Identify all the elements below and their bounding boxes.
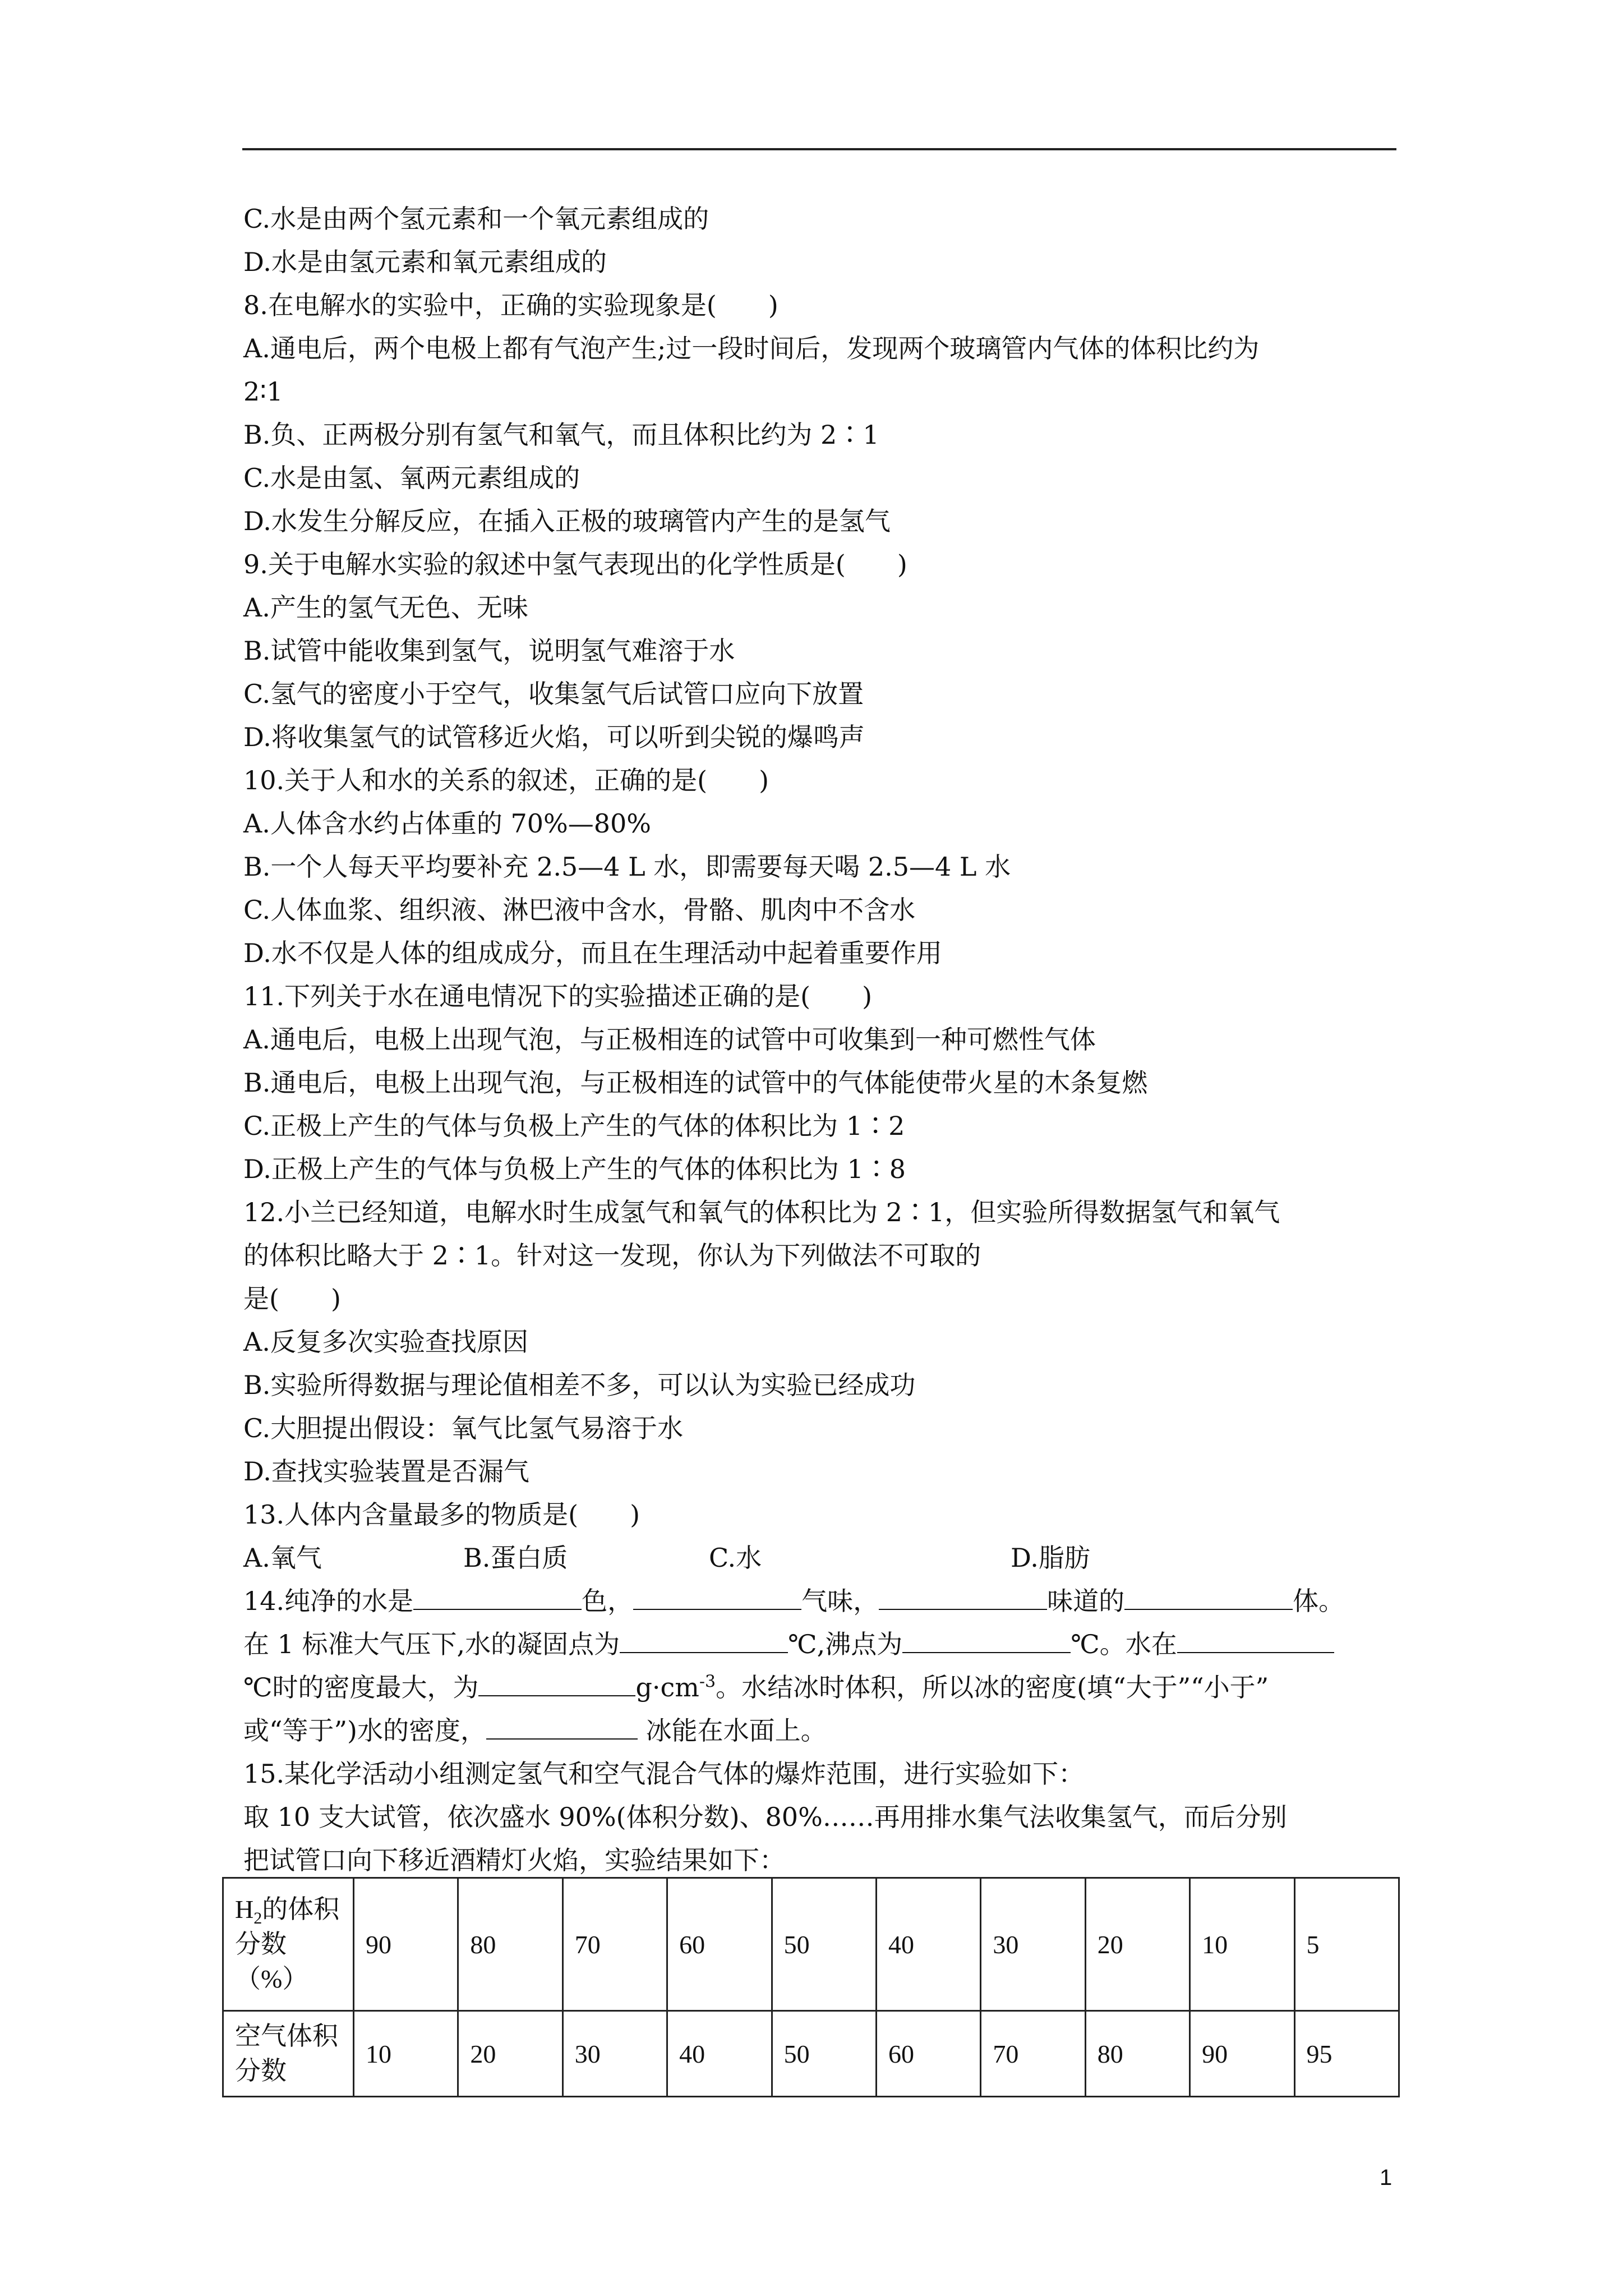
q14-text-4a: 或“等于”)水的密度， bbox=[243, 1715, 486, 1746]
q9-option-a: A.产生的氢气无色、无味 bbox=[243, 592, 528, 623]
table-cell: 20 bbox=[1085, 1878, 1189, 2011]
header-rule bbox=[242, 148, 1396, 150]
q14-text-2a: 在 1 标准大气压下,水的凝固点为 bbox=[243, 1629, 620, 1659]
q9-stem: 9.关于电解水实验的叙述中氢气表现出的化学性质是( ) bbox=[243, 549, 907, 579]
table-cell: 70 bbox=[562, 1878, 667, 2011]
q12-option-a: A.反复多次实验查找原因 bbox=[243, 1327, 528, 1357]
table-cell: 95 bbox=[1294, 2011, 1399, 2097]
table-cell: 10 bbox=[354, 2011, 458, 2097]
q8-option-a-line2: 2∶1 bbox=[243, 376, 283, 407]
page-number: 1 bbox=[1380, 2165, 1393, 2190]
q14-text-3b: g·cm bbox=[635, 1672, 699, 1703]
q9-option-c: C.氢气的密度小于空气，收集氢气后试管口应向下放置 bbox=[243, 679, 864, 709]
q14-blank-max-density-temp bbox=[1177, 1623, 1334, 1653]
table-cell: 40 bbox=[876, 1878, 980, 2011]
table-cell: 60 bbox=[667, 1878, 772, 2011]
table-row-hydrogen bbox=[223, 1878, 1399, 2011]
h2-subscript: 2 bbox=[253, 1909, 262, 1928]
q14-blank-comparison bbox=[486, 1709, 638, 1740]
q11-option-b: B.通电后，电极上出现气泡，与正极相连的试管中的气体能使带火星的木条复燃 bbox=[243, 1068, 1148, 1098]
q10-option-d: D.水不仅是人体的组成成分，而且在生理活动中起着重要作用 bbox=[243, 938, 942, 968]
q12-option-d: D.查找实验装置是否漏气 bbox=[243, 1456, 529, 1487]
q14-line3 bbox=[243, 1666, 1399, 1709]
table-header-air: 空气体积分数 bbox=[223, 2011, 354, 2097]
q9-option-b: B.试管中能收集到氢气，说明氢气难溶于水 bbox=[243, 636, 735, 666]
table-cell: 5 bbox=[1294, 1878, 1399, 2011]
q9-option-d: D.将收集氢气的试管移近火焰，可以听到尖锐的爆鸣声 bbox=[243, 722, 865, 752]
q8-stem: 8.在电解水的实验中，正确的实验现象是( ) bbox=[243, 290, 778, 320]
q14-text-3c: 。水结冰时体积，所以冰的密度(填“大于”“小于” bbox=[716, 1672, 1269, 1703]
q14-text-1d: 味道的 bbox=[1047, 1586, 1125, 1616]
q14-blank-color bbox=[413, 1580, 582, 1610]
q12-stem-line2: 的体积比略大于 2∶1。针对这一发现，你认为下列做法不可取的 bbox=[243, 1240, 981, 1271]
h2-header-text: 的体积分数（%） bbox=[235, 1895, 340, 1993]
table-cell: 40 bbox=[667, 2011, 772, 2097]
table-cell: 30 bbox=[562, 2011, 667, 2097]
q14-line2 bbox=[243, 1623, 1399, 1666]
q14-line1 bbox=[243, 1580, 1399, 1623]
document-body bbox=[243, 197, 1399, 1882]
q14-text-1b: 色， bbox=[582, 1586, 634, 1616]
q11-option-d: D.正极上产生的气体与负极上产生的气体的体积比为 1∶8 bbox=[243, 1154, 906, 1184]
table-cell: 90 bbox=[354, 1878, 458, 2011]
table-header-hydrogen bbox=[223, 1878, 354, 2011]
q11-option-c: C.正极上产生的气体与负极上产生的气体的体积比为 1∶2 bbox=[243, 1111, 905, 1141]
q12-stem-line3: 是( ) bbox=[243, 1283, 341, 1314]
q10-option-a: A.人体含水约占体重的 70%—80% bbox=[243, 808, 651, 839]
q13-stem: 13.人体内含量最多的物质是( ) bbox=[243, 1499, 640, 1530]
table-cell: 90 bbox=[1190, 2011, 1294, 2097]
hydrogen-air-table bbox=[222, 1877, 1400, 2097]
q8-option-a-line1: A.通电后，两个电极上都有气泡产生;过一段时间后，发现两个玻璃管内气体的体积比约为 bbox=[243, 333, 1260, 364]
q14-blank-boiling-point bbox=[902, 1623, 1071, 1653]
q13-option-d: D.脂肪 bbox=[1011, 1543, 1090, 1573]
q8-option-d: D.水发生分解反应，在插入正极的玻璃管内产生的是氢气 bbox=[243, 506, 891, 536]
q13-option-a: A.氧气 bbox=[243, 1543, 322, 1573]
q10-option-b: B.一个人每天平均要补充 2.5—4 L 水，即需要每天喝 2.5—4 L 水 bbox=[243, 852, 1011, 882]
table-cell: 30 bbox=[981, 1878, 1085, 2011]
q7-option-d: D.水是由氢元素和氧元素组成的 bbox=[243, 247, 607, 277]
q15-stem-line2: 取 10 支大试管，依次盛水 90%(体积分数)、80%……再用排水集气法收集氢气，而后分别 bbox=[243, 1802, 1287, 1832]
table-cell: 70 bbox=[981, 2011, 1085, 2097]
q11-option-a: A.通电后，电极上出现气泡，与正极相连的试管中可收集到一种可燃性气体 bbox=[243, 1024, 1096, 1055]
q14-text-1c: 气味， bbox=[801, 1586, 879, 1616]
q12-option-b: B.实验所得数据与理论值相差不多，可以认为实验已经成功 bbox=[243, 1370, 916, 1400]
q14-blank-smell bbox=[633, 1580, 801, 1610]
table-cell: 10 bbox=[1190, 1878, 1294, 2011]
q13-options bbox=[243, 1536, 1399, 1580]
q14-blank-density bbox=[478, 1666, 635, 1696]
table-cell: 80 bbox=[458, 1878, 562, 2011]
q14-text-1e: 体。 bbox=[1293, 1586, 1345, 1616]
h2-symbol: H bbox=[235, 1895, 254, 1924]
table-cell: 60 bbox=[876, 2011, 980, 2097]
q8-option-b: B.负、正两极分别有氢气和氧气，而且体积比约为 2∶1 bbox=[243, 420, 879, 450]
table-cell: 80 bbox=[1085, 2011, 1189, 2097]
q14-line4 bbox=[243, 1709, 1399, 1752]
q8-option-c: C.水是由氢、氧两元素组成的 bbox=[243, 463, 580, 493]
q10-option-c: C.人体血浆、组织液、淋巴液中含水，骨骼、肌肉中不含水 bbox=[243, 895, 916, 925]
q12-stem-line1: 12.小兰已经知道，电解水时生成氢气和氧气的体积比为 2∶1，但实验所得数据氢气和氧气 bbox=[243, 1197, 1280, 1227]
q14-text-2c: ℃。水在 bbox=[1071, 1629, 1177, 1659]
q12-option-c: C.大胆提出假设：氧气比氢气易溶于水 bbox=[243, 1413, 684, 1443]
q13-option-c: C.水 bbox=[709, 1543, 762, 1573]
table-row-air bbox=[223, 2011, 1399, 2097]
q10-stem: 10.关于人和水的关系的叙述，正确的是( ) bbox=[243, 765, 769, 795]
q11-stem: 11.下列关于水在通电情况下的实验描述正确的是( ) bbox=[243, 981, 873, 1011]
q14-text-4b: 冰能在水面上。 bbox=[637, 1715, 827, 1746]
table-cell: 20 bbox=[458, 2011, 562, 2097]
q15-stem-line1: 15.某化学活动小组测定氢气和空气混合气体的爆炸范围，进行实验如下： bbox=[243, 1759, 1085, 1789]
q14-blank-taste bbox=[879, 1580, 1047, 1610]
q14-text-1a: 14.纯净的水是 bbox=[243, 1586, 414, 1616]
q13-option-b: B.蛋白质 bbox=[463, 1543, 568, 1573]
q14-blank-state bbox=[1124, 1580, 1293, 1610]
q15-stem-line3: 把试管口向下移近酒精灯火焰，实验结果如下： bbox=[243, 1845, 785, 1875]
q14-blank-freezing-point bbox=[620, 1623, 788, 1653]
table-cell: 50 bbox=[772, 1878, 876, 2011]
q14-unit-exponent: -3 bbox=[699, 1672, 716, 1692]
q14-text-3a: ℃时的密度最大，为 bbox=[243, 1672, 479, 1703]
q7-option-c: C.水是由两个氢元素和一个氧元素组成的 bbox=[243, 204, 709, 234]
table-cell: 50 bbox=[772, 2011, 876, 2097]
q14-text-2b: ℃,沸点为 bbox=[788, 1629, 903, 1659]
